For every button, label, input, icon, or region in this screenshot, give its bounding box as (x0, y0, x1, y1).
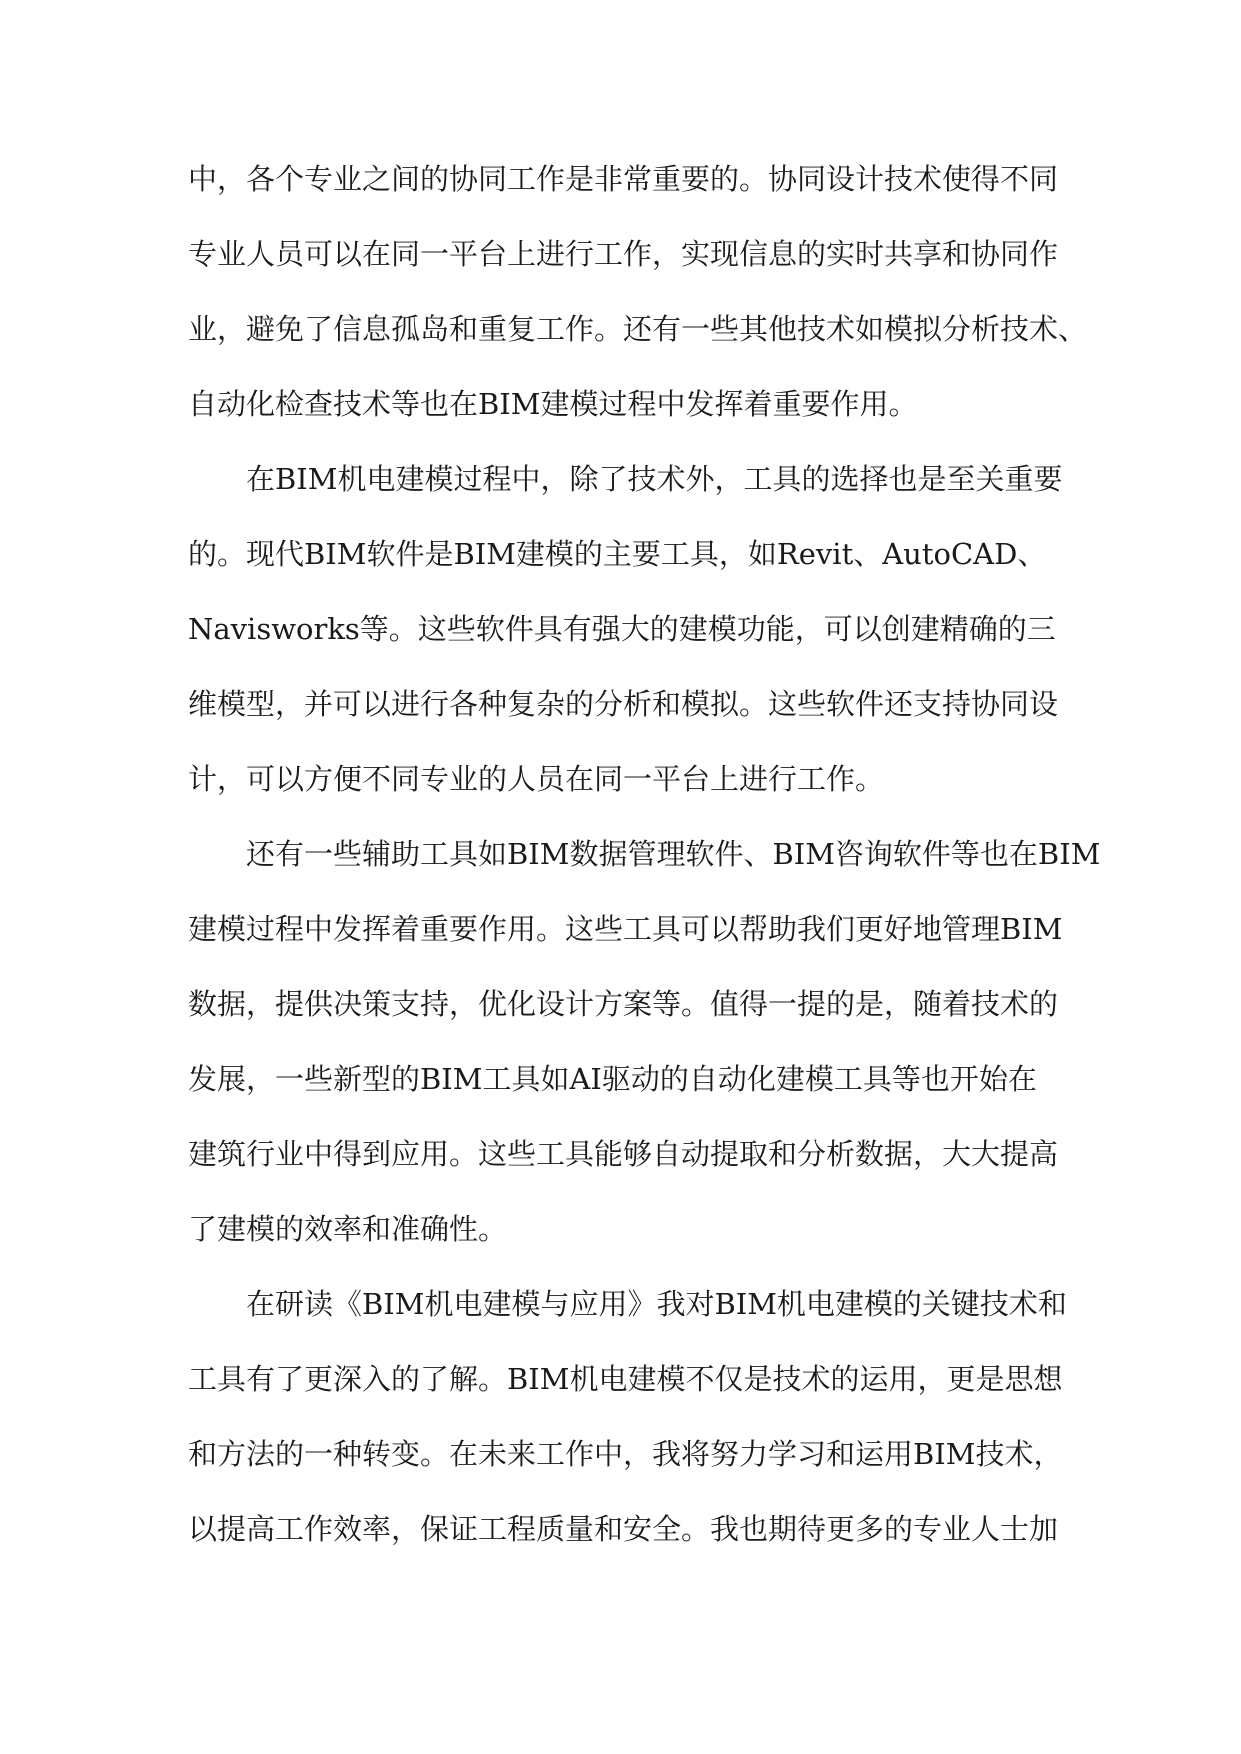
text-line: 数据，提供决策支持，优化设计方案等。值得一提的是，随着技术的 (188, 987, 1059, 1021)
text-line: 和方法的一种转变。在未来工作中，我将努力学习和运用BIM技术， (188, 1437, 1063, 1471)
paragraph-start-line: 在研读《BIM机电建模与应用》我对BIM机电建模的关键技术和 (246, 1287, 1067, 1321)
text-line: 建模过程中发挥着重要作用。这些工具可以帮助我们更好地管理BIM (188, 912, 1063, 946)
text-line: 专业人员可以在同一平台上进行工作，实现信息的实时共享和协同作 (188, 237, 1059, 271)
paragraph-start-line: 在BIM机电建模过程中，除了技术外，工具的选择也是至关重要 (246, 462, 1063, 496)
paragraph-start-line: 还有一些辅助工具如BIM数据管理软件、BIM咨询软件等也在BIM (246, 837, 1101, 871)
text-line: 发展，一些新型的BIM工具如AI驱动的自动化建模工具等也开始在 (188, 1062, 1037, 1096)
text-line: 以提高工作效率，保证工程质量和安全。我也期待更多的专业人士加 (188, 1512, 1059, 1546)
text-line: 业，避免了信息孤岛和重复工作。还有一些其他技术如模拟分析技术、 (188, 312, 1088, 346)
text-line: 计，可以方便不同专业的人员在同一平台上进行工作。 (188, 762, 885, 796)
text-line: 维模型，并可以进行各种复杂的分析和模拟。这些软件还支持协同设 (188, 687, 1059, 721)
text-line: 自动化检查技术等也在BIM建模过程中发挥着重要作用。 (188, 387, 918, 421)
text-line: 中，各个专业之间的协同工作是非常重要的。协同设计技术使得不同 (188, 162, 1059, 196)
text-line: 了建模的效率和准确性。 (188, 1212, 508, 1246)
text-line: Navisworks等。这些软件具有强大的建模功能，可以创建精确的三 (188, 612, 1056, 646)
text-line: 工具有了更深入的了解。BIM机电建模不仅是技术的运用，更是思想 (188, 1362, 1063, 1396)
text-line: 的。现代BIM软件是BIM建模的主要工具，如Revit、AutoCAD、 (188, 537, 1047, 571)
body-text (188, 142, 1101, 1567)
text-line: 建筑行业中得到应用。这些工具能够自动提取和分析数据，大大提高 (188, 1137, 1059, 1171)
